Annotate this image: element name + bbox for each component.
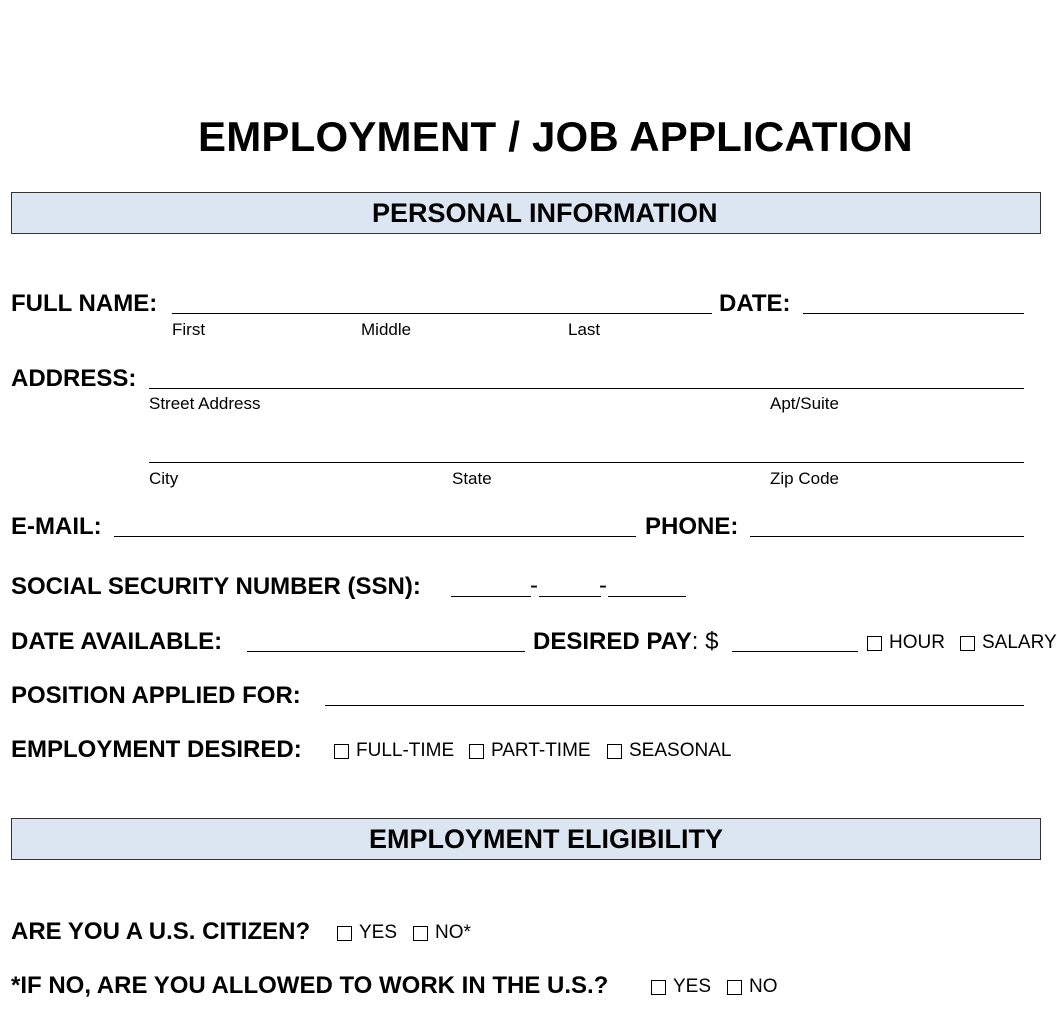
date-available-field[interactable] bbox=[247, 651, 525, 652]
middle-name-caption: Middle bbox=[361, 320, 412, 339]
work-allowed-no-option[interactable]: NO bbox=[727, 976, 778, 998]
desired-pay-label: DESIRED PAY bbox=[533, 628, 692, 655]
checkbox-icon[interactable] bbox=[337, 926, 352, 941]
full-time-option[interactable]: FULL-TIME bbox=[334, 740, 454, 762]
position-label: POSITION APPLIED FOR: bbox=[11, 682, 301, 709]
city-caption: City bbox=[149, 469, 179, 488]
email-label: E-MAIL: bbox=[11, 513, 102, 540]
section-title: PERSONAL INFORMATION bbox=[372, 198, 718, 228]
state-caption: State bbox=[452, 469, 492, 488]
pay-hour-option[interactable]: HOUR bbox=[867, 632, 945, 654]
employment-desired-label: EMPLOYMENT DESIRED: bbox=[11, 736, 302, 763]
citizen-question: ARE YOU A U.S. CITIZEN? bbox=[11, 918, 311, 945]
address-label: ADDRESS: bbox=[11, 365, 137, 392]
ssn-part-2-field[interactable] bbox=[539, 596, 601, 597]
date-label: DATE: bbox=[719, 290, 791, 317]
ssn-label: SOCIAL SECURITY NUMBER (SSN): bbox=[11, 573, 421, 600]
city-state-zip-field[interactable] bbox=[149, 462, 1024, 463]
ssn-part-3-field[interactable] bbox=[608, 596, 686, 597]
desired-pay-field[interactable] bbox=[732, 651, 858, 652]
desired-pay-colon: : bbox=[691, 628, 699, 655]
street-address-field[interactable] bbox=[149, 388, 1024, 389]
date-available-label: DATE AVAILABLE: bbox=[11, 628, 223, 655]
phone-field[interactable] bbox=[750, 536, 1024, 537]
street-address-caption: Street Address bbox=[149, 394, 261, 413]
citizen-no-option[interactable]: NO* bbox=[413, 922, 471, 944]
page-title: EMPLOYMENT / JOB APPLICATION bbox=[198, 113, 913, 160]
phone-label: PHONE: bbox=[645, 513, 739, 540]
full-name-label: FULL NAME: bbox=[11, 290, 158, 317]
section-title: EMPLOYMENT ELIGIBILITY bbox=[369, 824, 724, 854]
seasonal-option[interactable]: SEASONAL bbox=[607, 740, 731, 762]
ssn-dash: - bbox=[599, 572, 607, 599]
zip-code-caption: Zip Code bbox=[770, 469, 839, 488]
pay-salary-option[interactable]: SALARY bbox=[960, 632, 1057, 654]
full-name-field[interactable] bbox=[172, 313, 712, 314]
checkbox-icon[interactable] bbox=[651, 980, 666, 995]
work-authorization-question: *IF NO, ARE YOU ALLOWED TO WORK IN THE U.S.? bbox=[11, 972, 609, 999]
section-header-employment-eligibility bbox=[11, 818, 1041, 860]
checkbox-icon[interactable] bbox=[867, 636, 882, 651]
checkbox-icon[interactable] bbox=[469, 744, 484, 759]
citizen-yes-option[interactable]: YES bbox=[337, 922, 397, 944]
work-allowed-yes-option[interactable]: YES bbox=[651, 976, 711, 998]
position-field[interactable] bbox=[325, 705, 1024, 706]
checkbox-icon[interactable] bbox=[413, 926, 428, 941]
checkbox-icon[interactable] bbox=[960, 636, 975, 651]
checkbox-icon[interactable] bbox=[727, 980, 742, 995]
currency-symbol: $ bbox=[705, 628, 719, 655]
last-name-caption: Last bbox=[568, 320, 601, 339]
first-name-caption: First bbox=[172, 320, 206, 339]
ssn-dash: - bbox=[530, 572, 538, 599]
email-field[interactable] bbox=[114, 536, 636, 537]
section-header-personal-information bbox=[11, 192, 1041, 234]
checkbox-icon[interactable] bbox=[607, 744, 622, 759]
checkbox-icon[interactable] bbox=[334, 744, 349, 759]
desired-pay-label-group bbox=[533, 628, 718, 656]
part-time-option[interactable]: PART-TIME bbox=[469, 740, 591, 762]
date-field[interactable] bbox=[803, 313, 1024, 314]
ssn-part-1-field[interactable] bbox=[451, 596, 531, 597]
apt-suite-caption: Apt/Suite bbox=[770, 394, 839, 413]
